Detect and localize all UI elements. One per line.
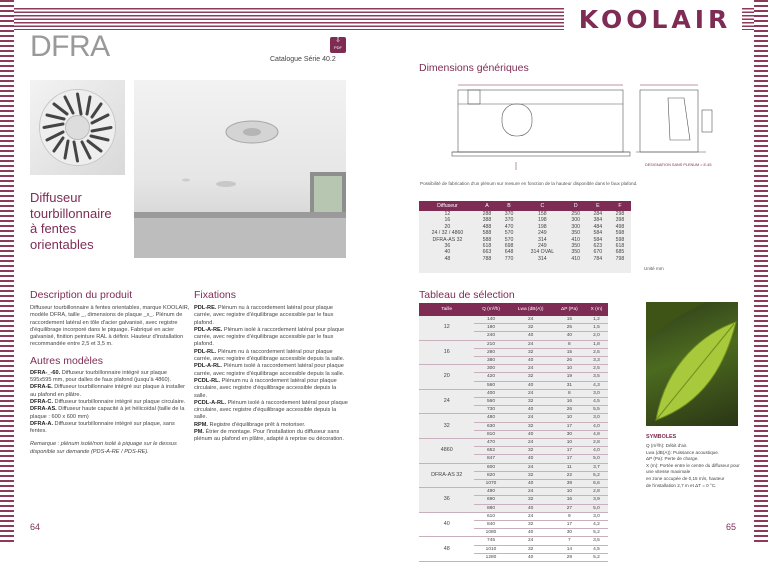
- selection-table-panel: [419, 303, 608, 560]
- sel-cell: 32: [508, 348, 554, 356]
- dim-cell: 588: [482, 236, 492, 243]
- sel-cell: 560: [474, 381, 507, 389]
- download-arrow-icon: ⇩: [335, 37, 341, 44]
- sel-cell: 8: [554, 389, 585, 397]
- headline-line-2: tourbillonnaire: [30, 205, 112, 221]
- sel-cell: 3,0: [585, 512, 608, 520]
- dim-cell: 570: [504, 236, 514, 243]
- sel-cell: 3,3: [585, 357, 608, 365]
- dim-cell: 470: [504, 223, 514, 230]
- sel-header: Taille: [419, 303, 474, 316]
- dim-cell: 350: [571, 243, 581, 250]
- dim-cell: 350: [571, 249, 581, 256]
- sel-cell: 2,8: [585, 488, 608, 496]
- dim-cell: 249: [538, 230, 547, 237]
- dim-cell: 284: [593, 211, 603, 217]
- diffuser-product-image: [30, 80, 125, 175]
- dim-cell: 398: [615, 217, 625, 224]
- sel-cell: 40: [508, 553, 554, 561]
- sel-row: [419, 365, 608, 373]
- remark-text: Remarque : plénum isolé/non isolé à piquage sur le dessus disponible sur demande (PDS-A-RE / PDS-RE).: [30, 441, 177, 455]
- unit-label: Unité mm: [644, 266, 664, 271]
- sel-cell: 840: [474, 521, 507, 529]
- sel-header: Lwa (dB(A)): [508, 303, 554, 316]
- sel-cell: 2,8: [585, 439, 608, 447]
- sel-row: [419, 340, 608, 348]
- dim-cell: 685: [615, 249, 625, 256]
- sel-cell: 26: [554, 406, 585, 414]
- sel-size-cell: 16: [419, 340, 474, 365]
- dim-cell: 250: [571, 211, 581, 217]
- dim-cell: 288: [482, 211, 492, 217]
- dimensions-note: Possibilité de fabrication d'un plénum sur mesure en fonction de la hauteur disponible dans le faux plafond.: [420, 181, 638, 186]
- sel-cell: 16: [554, 496, 585, 504]
- fixation-item: RPM. Registre d'équilibrage prêt à motoriser.: [194, 421, 306, 428]
- sel-cell: 10: [554, 439, 585, 447]
- sel-cell: 380: [474, 357, 507, 365]
- sel-cell: 24: [508, 340, 554, 348]
- autres-title: Autres modèles: [30, 354, 103, 367]
- sel-cell: 24: [508, 439, 554, 447]
- dim-cell: 788: [482, 255, 492, 262]
- sel-cell: 40: [508, 357, 554, 365]
- sel-cell: 40: [508, 455, 554, 463]
- dim-header: C: [520, 201, 565, 211]
- sel-cell: 4,5: [585, 398, 608, 406]
- sel-cell: 4,5: [585, 545, 608, 553]
- sel-cell: 847: [474, 455, 507, 463]
- dim-cell: 488: [482, 223, 492, 230]
- page-number-left: 64: [30, 522, 41, 532]
- sel-cell: 690: [474, 496, 507, 504]
- sel-header: Q (m³/h): [474, 303, 507, 316]
- dim-cell: 584: [593, 230, 603, 237]
- sel-row: [419, 488, 608, 496]
- sel-cell: 32: [508, 398, 554, 406]
- sel-size-cell: 4860: [419, 439, 474, 464]
- installation-photo: [134, 80, 346, 258]
- sel-cell: 300: [474, 365, 507, 373]
- dim-cell: 670: [593, 249, 603, 256]
- fixations-title: Fixations: [194, 289, 237, 301]
- sel-cell: 3,5: [585, 373, 608, 381]
- dim-row: [419, 256, 631, 262]
- sel-size-cell: 32: [419, 414, 474, 439]
- left-edge-stripes: [0, 0, 14, 543]
- sel-cell: 15: [554, 348, 585, 356]
- dim-cell: 770: [504, 255, 514, 262]
- dim-cell: 598: [615, 236, 625, 243]
- sel-cell: 4,2: [585, 521, 608, 529]
- dim-cell: 370: [504, 211, 514, 217]
- sel-cell: 3,0: [585, 414, 608, 422]
- sel-cell: 5,0: [585, 455, 608, 463]
- sel-row: [419, 537, 608, 545]
- symbols-title: SYMBOLES: [646, 434, 677, 440]
- dimensions-table: [419, 201, 631, 262]
- dimensions-table-panel: [419, 201, 631, 273]
- sel-cell: 210: [474, 340, 507, 348]
- dim-cell: 350: [571, 230, 581, 237]
- sel-row: [419, 389, 608, 397]
- headline-line-4: orientables: [30, 236, 94, 252]
- fixations-section: [194, 289, 350, 444]
- sel-cell: 40: [508, 332, 554, 340]
- sel-cell: 745: [474, 537, 507, 545]
- sel-header: X (m): [585, 303, 608, 316]
- symbol-line: en zone occupée de 0,15 m/s, hauteur: [646, 475, 725, 481]
- sel-cell: 610: [474, 512, 507, 520]
- dim-cell: 314: [538, 236, 547, 243]
- sel-cell: 40: [508, 381, 554, 389]
- sel-cell: 32: [508, 496, 554, 504]
- autres-list: [30, 370, 190, 436]
- sel-cell: 630: [474, 422, 507, 430]
- sel-cell: 3,9: [585, 496, 608, 504]
- sel-size-cell: 12: [419, 316, 474, 340]
- description-text: Diffuseur tourbillonnaire à fentes orientables, marque KOOLAIR, modèle DFRA, taille _, dimensions de plaque _x_. Plénum de raccordement latéral en tôle d'acier galvanisé, avec registre d'équilibrage incorporé dans le piquage. Fabriqué en acier galvanisé, finition peinture RAL à définir. Hauteur d'installation recommandée entre 2,5 et 3,5 m.: [30, 305, 190, 348]
- dim-cell: 588: [482, 230, 492, 237]
- sel-cell: 24: [508, 365, 554, 373]
- sel-cell: 22: [554, 471, 585, 479]
- autres-item: DFRA-E. Diffuseur tourbillonnaire intégré sur plaque à installer au plafond en plâtre.: [30, 384, 186, 398]
- fixation-item: PCDL-RL. Plénum nu à raccordement latéral pour plaque circulaire, avec registre d'équilibrage accessible depuis la salle.: [194, 377, 337, 399]
- sel-cell: 280: [474, 348, 507, 356]
- sel-cell: 1,5: [585, 324, 608, 332]
- dim-header: F: [609, 201, 631, 211]
- sel-cell: 30: [554, 529, 585, 537]
- dimensions-title: Dimensions génériques: [419, 62, 529, 74]
- sel-row: [419, 512, 608, 520]
- sel-cell: 17: [554, 521, 585, 529]
- fixations-list: [194, 305, 350, 444]
- sel-cell: 480: [474, 414, 507, 422]
- sel-cell: 39: [554, 480, 585, 488]
- fixation-item: PDL-A-RL. Plénum isolé à raccordement latéral pour plaque carrée, avec registre d'équilibrage accessible depuis la salle.: [194, 363, 345, 377]
- sel-cell: 24: [508, 389, 554, 397]
- sel-size-cell: 24: [419, 389, 474, 414]
- dim-cell: DFRA-AS 32: [432, 236, 463, 243]
- drawing-label: DESIGNATION SANS PLENUM = E-45: [645, 163, 712, 167]
- fixation-item: PDL-A-RE. Plénum isolé à raccordement latéral pour plaque carrée, avec registre d'équilibrage accessible par le faux plafond.: [194, 326, 345, 348]
- sel-cell: 32: [508, 471, 554, 479]
- sel-cell: 1080: [474, 529, 507, 537]
- sel-cell: 7: [554, 537, 585, 545]
- dim-cell: 648: [504, 249, 514, 256]
- sel-cell: 4,0: [585, 447, 608, 455]
- dim-cell: 198: [538, 223, 547, 230]
- sel-cell: 3,5: [585, 537, 608, 545]
- dim-cell: 12: [444, 211, 451, 217]
- catalogue-label: Catalogue Série 40.2: [270, 56, 336, 63]
- fixation-item: PDL-RE. Plénum nu à raccordement latéral pour plaque carrée, avec registre d'équilibrage accessible par le faux plafond.: [194, 305, 334, 326]
- sel-header: ΔP (Pa): [554, 303, 585, 316]
- autres-item: DFRA-C. Diffuseur tourbillonnaire intégré sur plaque circulaire.: [30, 398, 186, 405]
- sel-cell: 15: [554, 316, 585, 324]
- dim-header: B: [498, 201, 520, 211]
- sel-cell: 4,8: [585, 430, 608, 438]
- headline-line-1: Diffuseur: [30, 190, 82, 205]
- sel-cell: 5,2: [585, 529, 608, 537]
- sel-cell: 40: [554, 332, 585, 340]
- sel-cell: 1010: [474, 545, 507, 553]
- sel-cell: 17: [554, 455, 585, 463]
- headline-line-3: à fentes: [30, 221, 77, 236]
- sel-cell: 4,0: [585, 422, 608, 430]
- symbol-line: X (m): Portée entre le centre du diffuseur pour une vitesse maximale: [646, 462, 740, 475]
- selection-table: [419, 303, 608, 562]
- sel-cell: 32: [508, 324, 554, 332]
- dim-header: E: [587, 201, 609, 211]
- selection-title: Tableau de sélection: [419, 289, 515, 301]
- dim-cell: 570: [504, 230, 514, 237]
- sel-cell: 820: [474, 471, 507, 479]
- sel-cell: 490: [474, 488, 507, 496]
- sel-cell: 30: [554, 430, 585, 438]
- sel-cell: 420: [474, 373, 507, 381]
- sel-size-cell: 36: [419, 488, 474, 513]
- sel-cell: 27: [554, 504, 585, 512]
- sel-cell: 240: [474, 332, 507, 340]
- dim-cell: 623: [593, 243, 603, 250]
- dim-cell: 584: [593, 236, 603, 243]
- fixation-item: PCDL-A-RL. Plénum isolé à raccordement latéral pour plaque circulaire, avec registre d'équilibrage accessible depuis la salle.: [194, 399, 348, 421]
- description-title: Description du produit: [30, 289, 133, 301]
- sel-cell: 6,6: [585, 480, 608, 488]
- dim-cell: 388: [482, 217, 492, 224]
- dim-cell: 298: [615, 211, 625, 217]
- sel-cell: 1280: [474, 553, 507, 561]
- sel-cell: 24: [508, 537, 554, 545]
- dim-cell: 410: [571, 255, 581, 262]
- sel-size-cell: 40: [419, 512, 474, 537]
- dim-cell: 314: [538, 255, 547, 262]
- page-number-right: 65: [726, 522, 737, 532]
- technical-drawing: [420, 80, 720, 175]
- sel-cell: 40: [508, 430, 554, 438]
- sel-cell: 32: [508, 545, 554, 553]
- dim-cell: 384: [593, 217, 603, 224]
- sel-cell: 40: [508, 480, 554, 488]
- sel-cell: 180: [474, 324, 507, 332]
- dim-cell: 618: [615, 243, 625, 250]
- sel-cell: 17: [554, 422, 585, 430]
- product-headline: [30, 190, 112, 252]
- sel-cell: 19: [554, 373, 585, 381]
- sel-row: [419, 414, 608, 422]
- sel-cell: 25: [554, 324, 585, 332]
- sel-cell: 652: [474, 447, 507, 455]
- sel-cell: 5,0: [585, 504, 608, 512]
- dim-cell: 48: [444, 255, 451, 262]
- dim-cell: 20: [444, 223, 451, 230]
- dim-header: Diffuseur: [419, 201, 476, 211]
- sel-cell: 24: [508, 512, 554, 520]
- right-edge-stripes: [754, 0, 768, 543]
- sel-size-cell: 20: [419, 365, 474, 390]
- pdf-label: PDF: [334, 45, 342, 50]
- autres-item: DFRA-_-60. Diffuseur tourbillonnaire intégré sur plaque 595x595 mm, pour dalles de faux plafond (jusqu'à 4860).: [30, 369, 172, 384]
- pdf-download-button[interactable]: [330, 37, 346, 53]
- dim-cell: 300: [571, 223, 581, 230]
- sel-cell: 40: [508, 406, 554, 414]
- symbol-line: ΔP (Pa): Perte de charge.: [646, 456, 699, 462]
- symbol-line: de l'installation 2,7 m et ΔT = 0 °C.: [646, 482, 717, 488]
- autres-item: DFRA-A. Diffuseur tourbillonnaire intégré sur plaque, sans fentes.: [30, 420, 175, 435]
- description-section: [30, 289, 190, 456]
- sel-cell: 3,7: [585, 463, 608, 471]
- sel-cell: 24: [508, 488, 554, 496]
- sel-cell: 11: [554, 463, 585, 471]
- dim-cell: 249: [538, 243, 547, 250]
- leaf-photo: [646, 302, 738, 426]
- sel-cell: 730: [474, 406, 507, 414]
- sel-cell: 4,3: [585, 381, 608, 389]
- sel-cell: 9: [554, 512, 585, 520]
- sel-cell: 1,2: [585, 316, 608, 324]
- sel-cell: 24: [508, 316, 554, 324]
- symbol-line: Lwa (dB(A)): Puissance acoustique.: [646, 449, 720, 455]
- dim-cell: 314 OVAL: [530, 249, 555, 256]
- sel-cell: 17: [554, 447, 585, 455]
- sel-cell: 26: [554, 357, 585, 365]
- sel-cell: 470: [474, 439, 507, 447]
- sel-cell: 5,5: [585, 406, 608, 414]
- dim-cell: 410: [571, 236, 581, 243]
- dim-header: A: [476, 201, 498, 211]
- sel-cell: 1,8: [585, 340, 608, 348]
- sel-cell: 14: [554, 545, 585, 553]
- sel-cell: 40: [508, 504, 554, 512]
- sel-cell: 1070: [474, 480, 507, 488]
- sel-cell: 31: [554, 381, 585, 389]
- sel-size-cell: DFRA-AS 32: [419, 463, 474, 488]
- dim-cell: 300: [571, 217, 581, 224]
- header-stripes-middle: [414, 8, 564, 30]
- brand-logo: KOOLAIR: [570, 6, 740, 34]
- sel-cell: 2,5: [585, 348, 608, 356]
- sel-cell: 32: [508, 447, 554, 455]
- sel-cell: 24: [508, 463, 554, 471]
- sel-cell: 400: [474, 389, 507, 397]
- dim-cell: 698: [504, 243, 514, 250]
- symbols-legend: [646, 434, 741, 489]
- sel-cell: 32: [508, 521, 554, 529]
- sel-cell: 24: [508, 414, 554, 422]
- header-stripes-left: [14, 8, 414, 30]
- sel-cell: 10: [554, 414, 585, 422]
- sel-cell: 880: [474, 504, 507, 512]
- sel-cell: 560: [474, 398, 507, 406]
- sel-cell: 2,0: [585, 332, 608, 340]
- sel-row: [419, 463, 608, 471]
- dim-cell: 663: [482, 249, 492, 256]
- dim-cell: 198: [538, 217, 547, 224]
- sel-row: [419, 316, 608, 324]
- dim-cell: 40: [444, 249, 451, 256]
- sel-cell: 3,0: [585, 389, 608, 397]
- dim-cell: 498: [615, 223, 625, 230]
- sel-cell: 10: [554, 488, 585, 496]
- dim-cell: 598: [615, 230, 625, 237]
- sel-cell: 140: [474, 316, 507, 324]
- sel-cell: 10: [554, 365, 585, 373]
- fixation-item: PM. Étrier de montage. Pour l'installation du diffuseur sans plénum au plafond en plâtre, adapté à reprise ou décoration.: [194, 429, 344, 443]
- dim-cell: 24 / 32 / 4860: [431, 230, 464, 237]
- sel-cell: 40: [508, 529, 554, 537]
- dim-cell: 36: [444, 243, 451, 250]
- dim-cell: 16: [444, 217, 451, 224]
- sel-cell: 2,5: [585, 365, 608, 373]
- header-stripes-right: [742, 8, 754, 30]
- dim-cell: 158: [538, 211, 547, 217]
- product-title: DFRA: [30, 30, 110, 63]
- sel-cell: 600: [474, 463, 507, 471]
- sel-size-cell: 48: [419, 537, 474, 562]
- dim-cell: 370: [504, 217, 514, 224]
- sel-cell: 8: [554, 340, 585, 348]
- sel-row: [419, 439, 608, 447]
- symbol-line: Q (m³/h): Débit d'air.: [646, 443, 688, 448]
- dim-cell: 484: [593, 223, 603, 230]
- sel-cell: 29: [554, 553, 585, 561]
- sel-cell: 810: [474, 430, 507, 438]
- sel-cell: 5,2: [585, 553, 608, 561]
- sel-cell: 32: [508, 422, 554, 430]
- dim-header: D: [565, 201, 587, 211]
- sel-cell: 5,2: [585, 471, 608, 479]
- dim-cell: 798: [615, 255, 625, 262]
- dim-cell: 618: [482, 243, 492, 250]
- dim-cell: 784: [593, 255, 603, 262]
- sel-cell: 32: [508, 373, 554, 381]
- autres-item: DFRA-AS. Diffuseur haute capacité à jet hélicoïdal (taille de la plaque : 600 x 600 mm): [30, 406, 185, 420]
- sel-cell: 16: [554, 398, 585, 406]
- fixation-item: PDL-RL. Plénum nu à raccordement latéral pour plaque carrée, avec registre d'équilibrage accessible depuis la salle.: [194, 348, 345, 363]
